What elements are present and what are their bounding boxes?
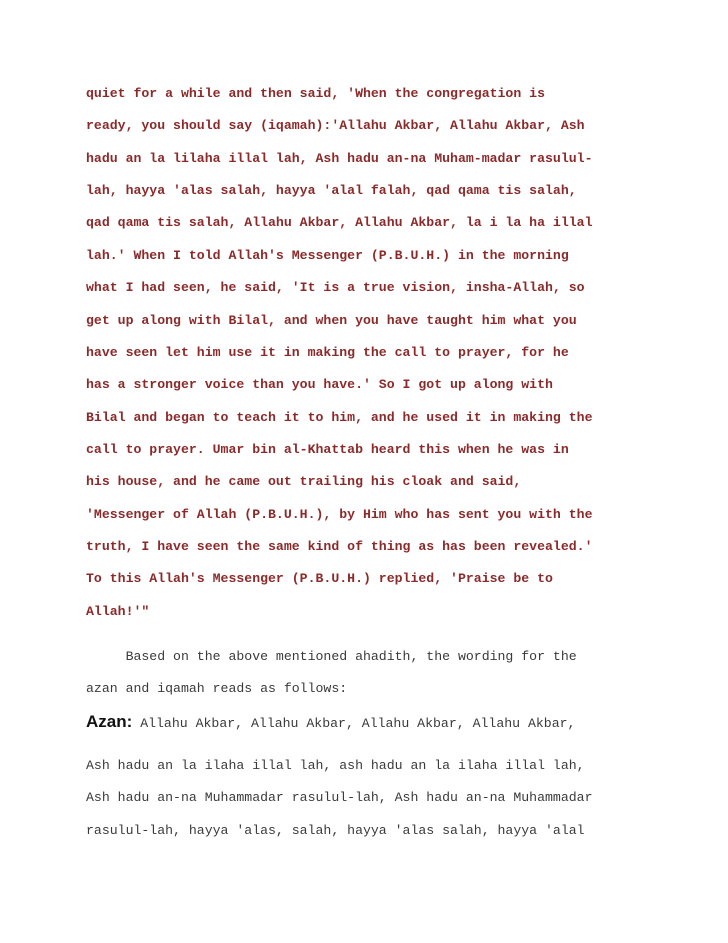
- azan-heading: Azan:: [86, 712, 133, 731]
- quote-line-2: ready, you should say (iqamah):'Allahu Akbar, Allahu Akbar, Ash: [86, 118, 585, 133]
- quote-line-7: what I had seen, he said, 'It is a true vision, insha-Allah, so: [86, 280, 585, 295]
- azan-line-3: Ash hadu an-na Muhammadar rasulul-lah, Ash hadu an-na Muhammadar: [86, 790, 593, 805]
- quote-line-3: hadu an la lilaha illal lah, Ash hadu an-na Muham-madar rasulul-: [86, 151, 593, 166]
- quote-line-14: 'Messenger of Allah (P.B.U.H.), by Him who has sent you with the: [86, 507, 593, 522]
- quote-line-10: has a stronger voice than you have.' So I got up along with: [86, 377, 553, 392]
- quote-line-15: truth, I have seen the same kind of thing as has been revealed.': [86, 539, 593, 554]
- azan-line-4: rasulul-lah, hayya 'alas, salah, hayya 'alas salah, hayya 'alal: [86, 823, 585, 838]
- quote-line-6: lah.' When I told Allah's Messenger (P.B.U.H.) in the morning: [86, 248, 569, 263]
- quote-line-1: quiet for a while and then said, 'When the congregation is: [86, 86, 545, 101]
- quote-line-5: qad qama tis salah, Allahu Akbar, Allahu Akbar, la i la ha illal: [86, 215, 593, 230]
- paragraph-line-2: azan and iqamah reads as follows:: [86, 681, 348, 696]
- azan-first-line: Allahu Akbar, Allahu Akbar, Allahu Akbar, Allahu Akbar,: [132, 716, 576, 731]
- quote-line-16: To this Allah's Messenger (P.B.U.H.) replied, 'Praise be to: [86, 571, 553, 586]
- quote-line-8: get up along with Bilal, and when you have taught him what you: [86, 313, 577, 328]
- azan-line-1: [86, 714, 575, 732]
- quote-line-13: his house, and he came out trailing his cloak and said,: [86, 474, 522, 489]
- quote-line-9: have seen let him use it in making the call to prayer, for he: [86, 345, 569, 360]
- quote-line-4: lah, hayya 'alas salah, hayya 'alal falah, qad qama tis salah,: [86, 183, 577, 198]
- quote-line-17: Allah!'": [86, 604, 150, 619]
- quote-line-11: Bilal and began to teach it to him, and he used it in making the: [86, 410, 593, 425]
- paragraph-line-1: Based on the above mentioned ahadith, the wording for the: [86, 649, 577, 664]
- azan-line-2: Ash hadu an la ilaha illal lah, ash hadu an la ilaha illal lah,: [86, 758, 585, 773]
- quote-line-12: call to prayer. Umar bin al-Khattab heard this when he was in: [86, 442, 569, 457]
